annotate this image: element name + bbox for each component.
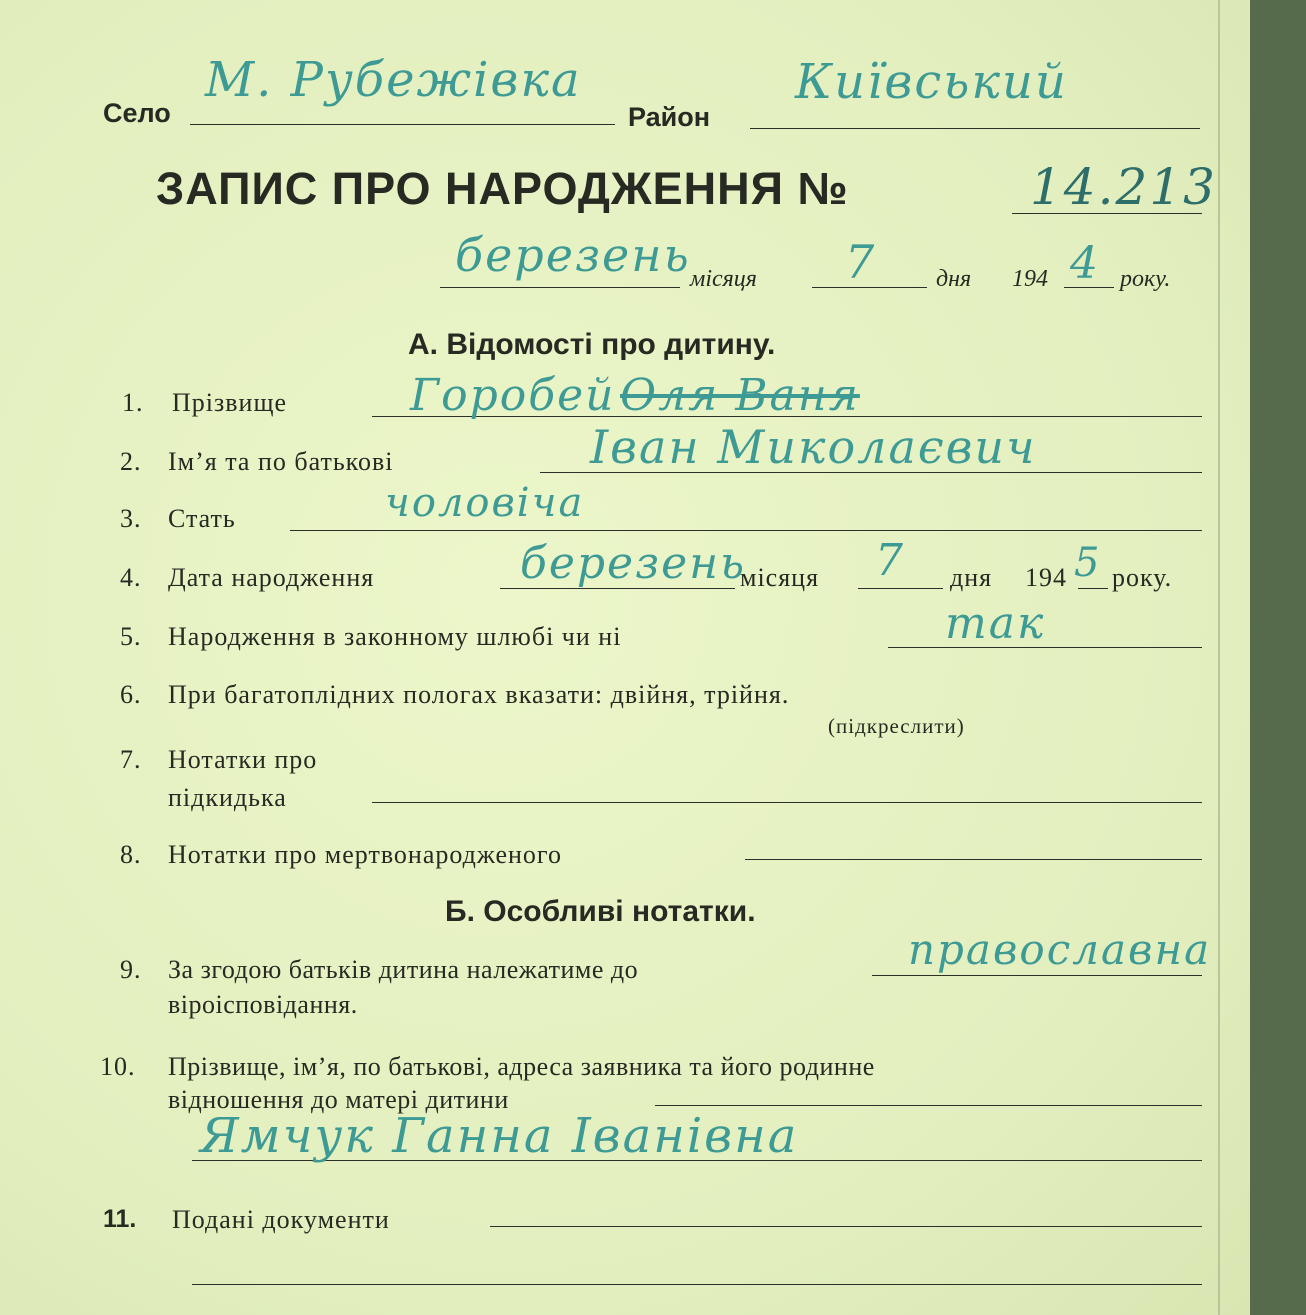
item-9-label-line2: віроісповідання. <box>168 990 358 1019</box>
village-line <box>190 124 615 125</box>
item-4-day-line <box>858 588 943 589</box>
item-8-label: Нотатки про мертвонародженого <box>168 840 562 869</box>
item-4-day-value: 7 <box>875 535 905 586</box>
item-10-label-line2: відношення до матері дитини <box>168 1085 509 1114</box>
item-5-value: так <box>945 598 1046 649</box>
item-3-line <box>290 530 1202 531</box>
item-10-number: 10. <box>100 1052 136 1081</box>
item-3-label: Стать <box>168 504 236 533</box>
item-8-line <box>745 859 1202 860</box>
item-10-line-1 <box>655 1105 1202 1106</box>
item-4-year-label: року. <box>1112 563 1173 592</box>
item-3-value: чоловіча <box>385 480 585 526</box>
item-9-line <box>872 975 1202 976</box>
district-label: Район <box>628 102 711 132</box>
item-2-label: Ім’я та по батькові <box>168 447 394 476</box>
item-1-number: 1. <box>122 388 144 417</box>
item-4-label: Дата народження <box>168 563 375 592</box>
item-7-label-line2: підкидька <box>168 783 287 812</box>
item-5-number: 5. <box>120 622 142 651</box>
item-9-value: православна <box>908 925 1212 974</box>
section-b-heading: Б. Особливі нотатки. <box>445 895 756 928</box>
item-3-number: 3. <box>120 504 142 533</box>
item-2-value: Іван Миколаєвич <box>590 420 1037 474</box>
item-4-year-line <box>1078 588 1108 589</box>
item-4-year-digit: 5 <box>1074 540 1102 586</box>
village-label: Село <box>103 98 171 128</box>
item-7-label-line1: Нотатки про <box>168 745 318 774</box>
item-4-number: 4. <box>120 563 142 592</box>
record-month-line <box>440 287 680 288</box>
item-1-label: Прізвище <box>172 388 288 417</box>
item-8-number: 8. <box>120 840 142 869</box>
item-5-label: Народження в законному шлюбі чи ні <box>168 622 622 651</box>
district-line <box>750 128 1200 129</box>
record-year-label: року. <box>1120 266 1171 292</box>
item-2-number: 2. <box>120 447 142 476</box>
item-9-number: 9. <box>120 955 142 984</box>
item-10-value: Ямчук Ганна Іванівна <box>200 1108 799 1164</box>
record-month: березень <box>455 228 691 282</box>
item-11-number: 11. <box>103 1205 137 1233</box>
card-edge <box>1218 0 1220 1315</box>
item-4-month-label: місяця <box>740 563 820 592</box>
item-11-line-2 <box>192 1284 1202 1285</box>
item-6-note: (підкреслити) <box>828 714 965 738</box>
district-value: Київський <box>795 54 1068 110</box>
item-9-label-line1: За згодою батьків дитина належатиме до <box>168 955 639 984</box>
record-year-prefix: 194 <box>1012 266 1048 292</box>
item-10-label-line1: Прізвище, ім’я, по батькові, адреса заявника та його родинне <box>168 1052 875 1081</box>
document-title: ЗАПИС ПРО НАРОДЖЕННЯ № <box>156 163 849 214</box>
item-4-year-prefix: 194 <box>1025 563 1067 592</box>
item-11-label: Подані документи <box>172 1205 390 1234</box>
record-day-label: дня <box>936 266 972 292</box>
section-a-heading: А. Відомості про дитину. <box>408 328 776 361</box>
item-7-line <box>372 802 1202 803</box>
item-4-month-value: березень <box>520 538 747 589</box>
record-year-digit: 4 <box>1070 238 1100 289</box>
item-4-day-label: дня <box>950 563 993 592</box>
item-1-struck-text: Оля Ваня <box>620 370 860 421</box>
village-value: М. Рубежівка <box>205 52 582 108</box>
record-number: 14.213 <box>1030 158 1217 216</box>
record-month-label: місяця <box>690 266 757 292</box>
item-6-number: 6. <box>120 680 142 709</box>
item-11-line-1 <box>490 1226 1202 1227</box>
item-6-label: При багатоплідних пологах вказати: двійня, трійня. <box>168 680 790 709</box>
item-1-value: Горобей <box>410 370 616 421</box>
record-day: 7 <box>845 235 877 289</box>
item-7-number: 7. <box>120 745 142 774</box>
